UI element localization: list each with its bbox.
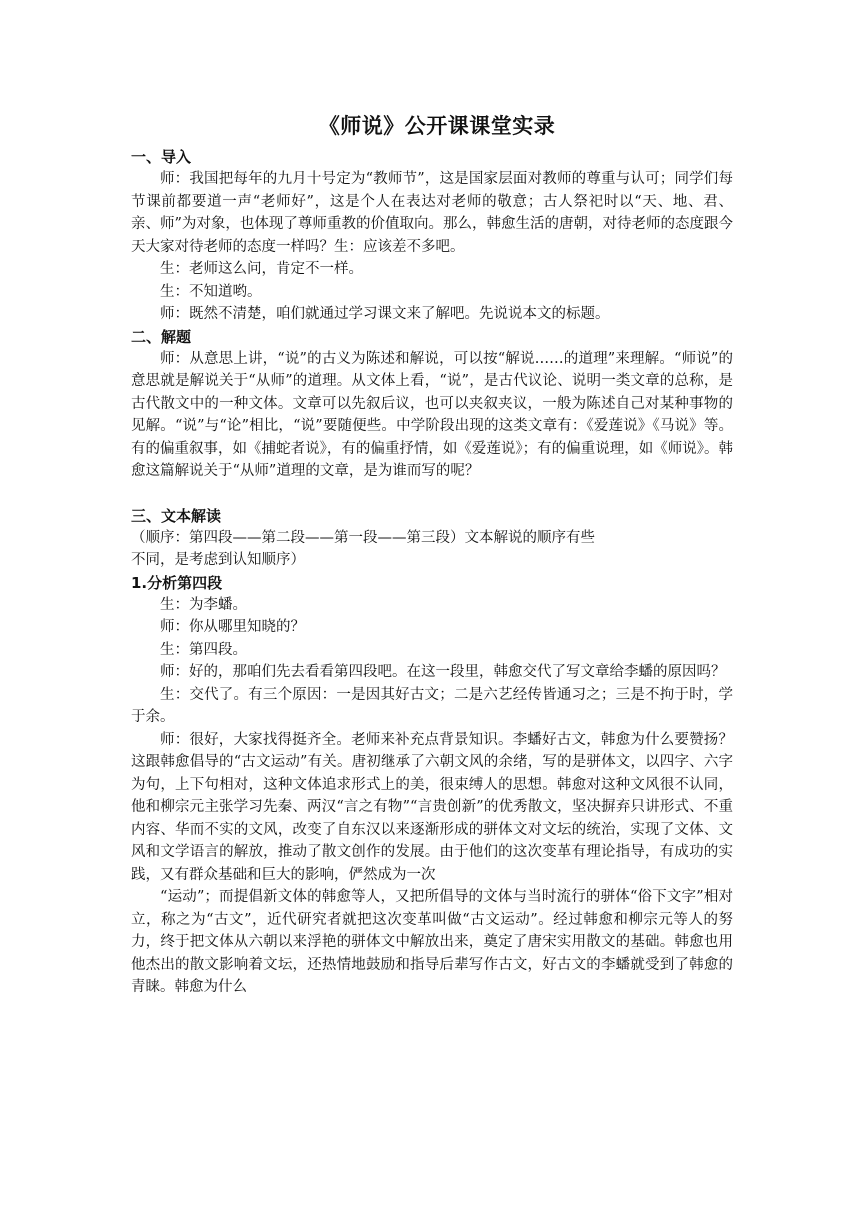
subsection-heading: 1.分析第四段 [131,573,223,592]
paragraph: “运动”；而提倡新文体的韩愈等人，又把所倡导的文体与当时流行的骈体“俗下文字”相对立，称之为“古文”，近代研究者就把这次变革叫做“古文运动”。经过韩愈和柳宗元等人的努力，终于把文体从六朝以来浮艳的骈体文中解放出来，奠定了唐宋实用散文的基础。韩愈也用他杰出的散文影响着文坛，还热情地鼓励和指导后辈写作古文，好古文的李蟠就受到了韩愈的青睐。韩愈为什么 [131,889,733,995]
paragraph: 师：我国把每年的九月十号定为“教师节”，这是国家层面对教师的尊重与认可；同学们每节课前都要道一声“老师好”，这是个人在表达对老师的敬意；古人祭祀时以“天、地、君、亲、师”为对象，也体现了尊师重教的价值取向。那么，韩愈生活的唐朝，对待老师的态度跟今天大家对待老师的态度一样吗？生：应该差不多吧。 [131,171,733,255]
section-title-explanation [131,326,733,483]
section-heading-text-reading: 三、文本解读 [131,506,222,525]
section-heading-intro: 一、导入 [131,148,192,166]
paragraph: 师：好的，那咱们先去看看第四段吧。在这一段里，韩愈交代了写文章给李蟠的原因吗？ [160,664,726,680]
paragraph: 师：既然不清楚，咱们就通过学习课文来了解吧。先说说本文的标题。 [160,306,610,322]
paragraph: 生：为李蟠。 [160,596,247,613]
section-heading-explanation: 二、解题 [131,327,192,346]
order-note-line: 不同，是考虑到认知顺序） [131,552,305,568]
document-page [131,110,733,999]
paragraph: 生：第四段。 [160,641,247,658]
paragraph: 生：交代了。有三个原因：一是因其好古文；二是六艺经传皆通习之；三是不拘于时，学于余。 [131,686,733,725]
document-title: 《师说》公开课课堂实录 [318,113,556,138]
paragraph: 师：从意思上讲，“说”的古义为陈述和解说，可以按“解说……的道理”来理解。“师说”的意思就是解说关于“从师”的道理。从文体上看，“说”，是古代议论、说明一类文章的总称，是古代散文中的一种文体。文章可以先叙后议，也可以夹叙夹议，一般为陈述自己对某种事物的见解。“说”与“论”相比，“说”要随便些。中学阶段出现的这类文章有：《爱莲说》《马说》等。有的偏重叙事，如《捕蛇者说》，有的偏重抒情，如《爱莲说》；有的偏重说理，如《师说》。韩愈这篇解说关于“从师”道理的文章，是为谁而写的呢？ [131,350,733,479]
paragraph: 生：不知道哟。 [160,283,262,300]
paragraph: 师：你从哪里知晓的？ [160,619,305,635]
order-note-line: （顺序：第四段——第二段——第一段——第三段）文本解说的顺序有些 [131,529,595,546]
section-intro [131,146,733,326]
blank-line [131,483,733,505]
paragraph: 生：老师这么问，肯定不一样。 [160,261,363,277]
paragraph: 师：很好，大家找得挺齐全。老师来补充点背景知识。李蟠好古文，韩愈为什么要赞扬？这跟韩愈倡导的“古文运动”有关。唐初继承了六朝文风的余绪，写的是骈体文，以四字、六字为句，上下句相对，这种文体追求形式上的美，很束缚人的思想。韩愈对这种文风很不认同，他和柳宗元主张学习先秦、两汉“言之有物”“言贵创新”的优秀散文，坚决摒弃只讲形式、不重内容、华而不实的文风，改变了自东汉以来逐渐形成的骈体文对文坛的统治，实现了文体、文风和文学语言的解放，推动了散文创作的发展。由于他们的这次变革有理论指导，有成功的实践，又有群众基础和巨大的影响，俨然成为一次 [131,731,733,883]
section-text-reading [131,505,733,999]
